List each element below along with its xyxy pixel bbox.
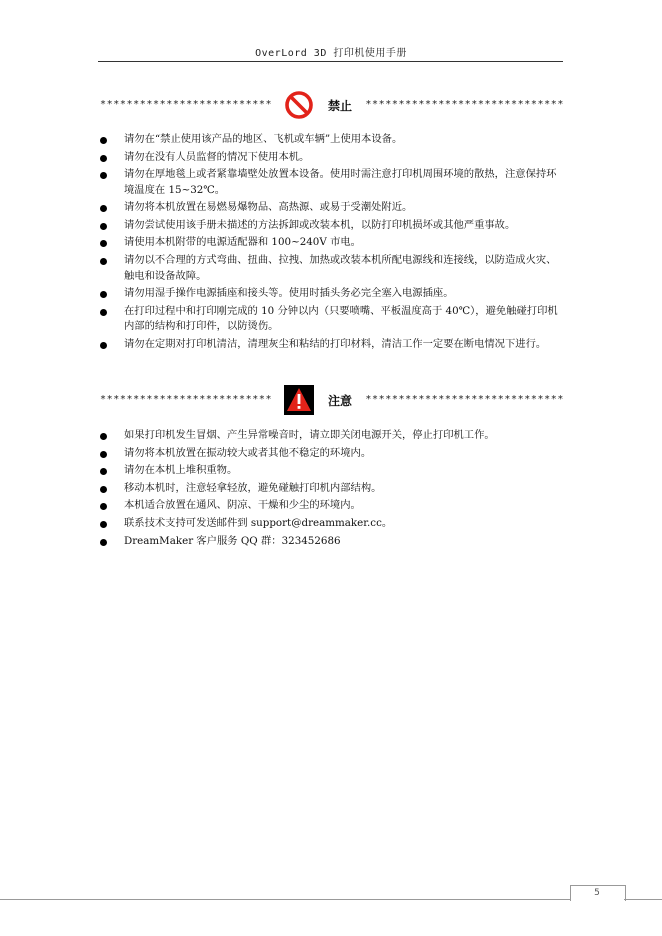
- prohibition-icon: [284, 90, 314, 120]
- bullet-icon: [100, 521, 107, 528]
- bullet-icon: [100, 291, 107, 298]
- bullet-icon: [100, 342, 107, 349]
- list-item: 请勿以不合理的方式弯曲、扭曲、拉拽、加热或改装本机所配电源线和连接线，以防造成火灾、触电和设备故障。: [100, 253, 566, 284]
- list-item: 请勿将本机放置在易燃易爆物品、高热源、或易于受潮处附近。: [100, 200, 566, 216]
- bullet-icon: [100, 223, 107, 230]
- bullet-icon: [100, 503, 107, 510]
- footer-divider-tail: [624, 899, 662, 900]
- caution-label: 注意: [328, 394, 353, 408]
- warning-icon: [284, 385, 314, 415]
- list-item: DreamMaker 客户服务 QQ 群：323452686: [100, 534, 566, 550]
- prohibited-label: 禁止: [328, 99, 353, 113]
- bullet-icon: [100, 451, 107, 458]
- bullet-icon: [100, 155, 107, 162]
- bullet-icon: [100, 309, 107, 316]
- banner-stars-left: **************************: [100, 99, 273, 110]
- list-item: 请勿将本机放置在振动较大或者其他不稳定的环境内。: [100, 446, 566, 462]
- header-divider: [98, 61, 563, 62]
- bullet-icon: [100, 433, 107, 440]
- list-item: 如果打印机发生冒烟、产生异常噪音时，请立即关闭电源开关，停止打印机工作。: [100, 428, 566, 444]
- banner-stars-right: ******************************: [365, 99, 564, 110]
- list-item: 请勿在定期对打印机清洁，清理灰尘和粘结的打印材料，清洁工作一定要在断电情况下进行。: [100, 337, 566, 353]
- list-item: 移动本机时，注意轻拿轻放，避免碰触打印机内部结构。: [100, 481, 566, 497]
- list-item: 请勿用湿手操作电源插座和接头等。使用时插头务必完全塞入电源插座。: [100, 286, 566, 302]
- bullet-icon: [100, 205, 107, 212]
- bullet-icon: [100, 258, 107, 265]
- bullet-icon: [100, 172, 107, 179]
- banner-stars-right: ******************************: [365, 394, 564, 405]
- caution-banner: [100, 385, 564, 415]
- running-header: OverLord 3D 打印机使用手册: [255, 48, 407, 59]
- bullet-icon: [100, 240, 107, 247]
- bullet-icon: [100, 137, 107, 144]
- prohibited-list: [100, 132, 566, 354]
- list-item: 请勿尝试使用该手册未描述的方法拆卸或改装本机，以防打印机损坏或其他严重事故。: [100, 218, 566, 234]
- banner-stars-left: **************************: [100, 394, 273, 405]
- prohibited-banner: [100, 90, 564, 120]
- list-item: 联系技术支持可发送邮件到 support@dreammaker.cc。: [100, 516, 566, 532]
- list-item: 请使用本机附带的电源适配器和 100~240V 市电。: [100, 235, 566, 251]
- list-item: 本机适合放置在通风、阴凉、干燥和少尘的环境内。: [100, 498, 566, 514]
- footer-divider: [0, 899, 570, 900]
- list-item: 请勿在没有人员监督的情况下使用本机。: [100, 150, 566, 166]
- caution-list: [100, 428, 566, 551]
- list-item: 请勿在“禁止使用该产品的地区、飞机或车辆”上使用本设备。: [100, 132, 566, 148]
- bullet-icon: [100, 486, 107, 493]
- list-item: 请勿在厚地毯上或者紧靠墙壁处放置本设备。使用时需注意打印机周围环境的散热，注意保持环境温度在 15~32℃。: [100, 167, 566, 198]
- bullet-icon: [100, 468, 107, 475]
- page-number: 5: [594, 888, 600, 898]
- list-item: 请勿在本机上堆积重物。: [100, 463, 566, 479]
- list-item: 在打印过程中和打印刚完成的 10 分钟以内（只要喷嘴、平板温度高于 40℃），避免触碰打印机内部的结构和打印件，以防烫伤。: [100, 304, 566, 335]
- bullet-icon: [100, 539, 107, 546]
